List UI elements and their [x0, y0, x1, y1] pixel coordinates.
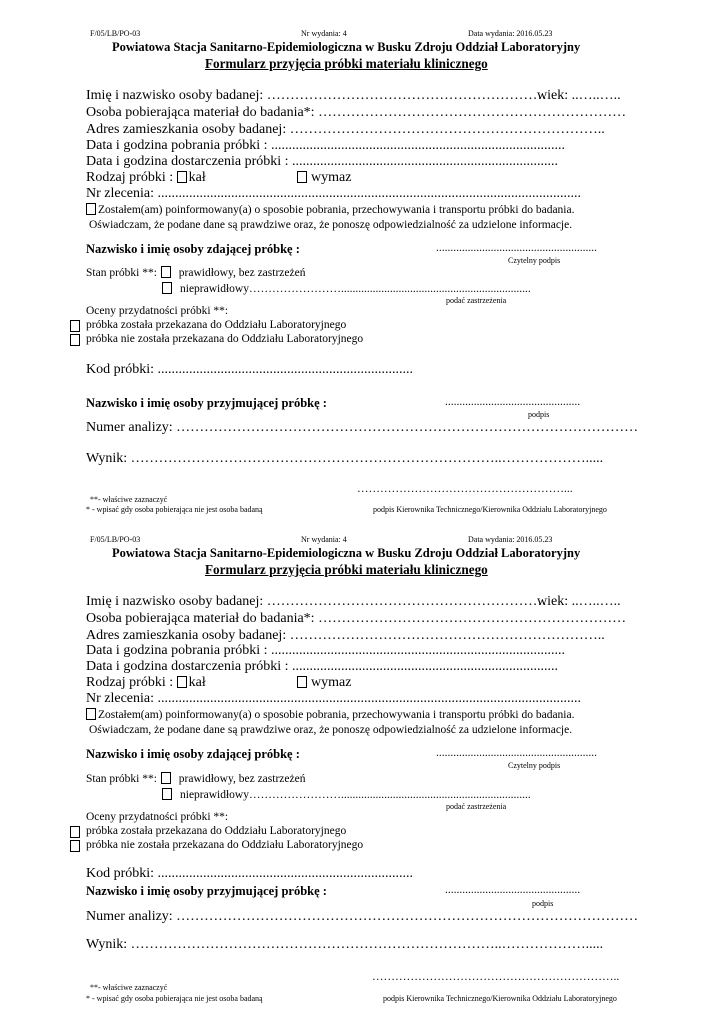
kal-label: kał — [188, 170, 206, 185]
condition-correct-checkbox[interactable] — [161, 266, 171, 278]
receiver-label: Nazwisko i imię osoby przyjmującej próbkę : — [86, 884, 327, 898]
condition-row — [86, 266, 305, 279]
suitability-not-delivered-label: próbka nie została przekazana do Oddziału Laboratoryjnego — [86, 333, 364, 345]
footnote-1: **- właściwe zaznaczyć — [90, 983, 168, 992]
consent-line-2: Oświadczam, że podane dane są prawdziwe oraz, że ponoszę odpowiedzialność za udzielone informacje. — [89, 219, 573, 231]
patient-name-field[interactable]: Imię i nazwisko osoby badanej: …………………………………………………… — [86, 88, 547, 103]
footnote-2: * - wpisać gdy osoba pobierająca nie jest osoba badaną — [86, 505, 263, 514]
condition-row — [86, 772, 305, 785]
consent-line-1: Zostałem(am) poinformowany(a) o sposobie pobrania, przechowywania i transportu próbki do badania. — [86, 708, 574, 721]
institution-name: Powiatowa Stacja Sanitarno-Epidemiologiczna w Busku Zdroju Oddział Laboratoryjny — [112, 546, 581, 560]
form-title: Formularz przyjęcia próbki materiału klinicznego — [205, 562, 488, 577]
submitter-caption: Czytelny podpis — [508, 761, 561, 770]
kal-checkbox[interactable] — [177, 676, 187, 688]
delivery-date-field[interactable]: Data i godzina dostarczenia próbki : ............................................................................ — [86, 154, 559, 169]
wymaz-checkbox[interactable] — [297, 171, 307, 183]
condition-incorrect-label: nieprawidłowy…………………….................................................................. — [180, 789, 531, 801]
wymaz-label: wymaz — [311, 170, 352, 185]
consent-checkbox[interactable] — [86, 203, 96, 215]
issue-date: Data wydania: 2016.05.23 — [468, 535, 553, 544]
submitter-label: Nazwisko i imię osoby zdającej próbkę : — [86, 747, 300, 761]
sample-code-field[interactable]: Kod próbki: ......................................................................... — [86, 866, 414, 881]
submitter-signature-line[interactable]: ........................................................ — [436, 747, 597, 759]
result-field[interactable]: Wynik: ……………………………………………………………………..………………..... — [86, 937, 604, 952]
issue-date: Data wydania: 2016.05.23 — [468, 29, 553, 38]
suitability-delivered-label: próbka została przekazana do Oddziału Laboratoryjnego — [86, 319, 347, 331]
result-field[interactable]: Wynik: ……………………………………………………………………..………………..... — [86, 451, 604, 466]
analysis-number-field[interactable]: Numer analizy: ……………………………………………………………………………………… — [86, 420, 639, 435]
consent-line-1: Zostałem(am) poinformowany(a) o sposobie pobrania, przechowywania i transportu próbki do badania. — [86, 203, 574, 216]
receiver-signature-line[interactable]: ............................................... — [445, 884, 581, 896]
consent-line-2: Oświadczam, że podane dane są prawdziwe oraz, że ponoszę odpowiedzialność za udzielone informacje. — [89, 724, 573, 736]
submitter-label: Nazwisko i imię osoby zdającej próbkę : — [86, 242, 300, 256]
receiver-label: Nazwisko i imię osoby przyjmującej próbkę : — [86, 396, 327, 410]
wymaz-checkbox[interactable] — [297, 676, 307, 688]
sample-type-label: Rodzaj próbki : — [86, 675, 174, 690]
receiver-caption: podpis — [528, 410, 550, 419]
order-number-field[interactable]: Nr zlecenia: ......................................................................................................................... — [86, 186, 582, 201]
condition-caption: podać zastrzeżenia — [446, 802, 507, 811]
collector-field[interactable]: Osoba pobierająca materiał do badania*: ………………………………………………………… — [86, 611, 627, 626]
manager-signature-line[interactable]: ……………………………………………………….. — [372, 971, 620, 983]
edition-number: Nr wydania: 4 — [301, 535, 347, 544]
analysis-number-field[interactable]: Numer analizy: ……………………………………………………………………………………… — [86, 909, 639, 924]
order-number-field[interactable]: Nr zlecenia: ......................................................................................................................... — [86, 691, 582, 706]
sample-type-row — [86, 170, 206, 186]
sample-type-row — [86, 675, 206, 691]
condition-incorrect-checkbox[interactable] — [162, 788, 172, 800]
suitability-not-delivered-checkbox[interactable] — [70, 840, 80, 852]
condition-incorrect-row — [162, 788, 531, 801]
condition-incorrect-row — [162, 282, 531, 295]
condition-label: Stan próbki **: — [86, 773, 157, 785]
suitability-label: Oceny przydatności próbki **: — [86, 305, 229, 317]
manager-signature-caption: podpis Kierownika Technicznego/Kierownika Oddziału Laboratoryjnego — [373, 505, 607, 514]
footnote-2: * - wpisać gdy osoba pobierająca nie jest osoba badaną — [86, 994, 263, 1003]
institution-name: Powiatowa Stacja Sanitarno-Epidemiologiczna w Busku Zdroju Oddział Laboratoryjny — [112, 40, 581, 54]
collection-date-field[interactable]: Data i godzina pobrania próbki : .................................................................................... — [86, 138, 566, 153]
address-field[interactable]: Adres zamieszkania osoby badanej: ………………………………………………………….. — [86, 122, 605, 137]
wymaz-option — [297, 170, 351, 186]
delivery-date-field[interactable]: Data i godzina dostarczenia próbki : ............................................................................ — [86, 659, 559, 674]
edition-number: Nr wydania: 4 — [301, 29, 347, 38]
collector-field[interactable]: Osoba pobierająca materiał do badania*: ………………………………………………………… — [86, 105, 627, 120]
suitability-label: Oceny przydatności próbki **: — [86, 811, 229, 823]
age-field[interactable]: wiek: ..…..….. — [537, 594, 621, 609]
form-code: F/05/LB/PO-03 — [90, 535, 141, 544]
address-field[interactable]: Adres zamieszkania osoby badanej: ………………………………………………………….. — [86, 628, 605, 643]
receiver-signature-line[interactable]: ............................................... — [445, 396, 581, 408]
submitter-caption: Czytelny podpis — [508, 256, 561, 265]
condition-incorrect-checkbox[interactable] — [162, 282, 172, 294]
kal-checkbox[interactable] — [177, 171, 187, 183]
suitability-delivered-label: próbka została przekazana do Oddziału Laboratoryjnego — [86, 825, 347, 837]
patient-name-field[interactable]: Imię i nazwisko osoby badanej: …………………………………………………… — [86, 594, 547, 609]
submitter-signature-line[interactable]: ........................................................ — [436, 242, 597, 254]
wymaz-option — [297, 675, 351, 691]
form-code: F/05/LB/PO-03 — [90, 29, 141, 38]
suitability-delivered-checkbox[interactable] — [70, 320, 80, 332]
footnote-1: **- właściwe zaznaczyć — [90, 495, 168, 504]
condition-correct-checkbox[interactable] — [161, 772, 171, 784]
suitability-not-delivered-label: próbka nie została przekazana do Oddziału Laboratoryjnego — [86, 839, 364, 851]
age-field[interactable]: wiek: ..…..….. — [537, 88, 621, 103]
condition-caption: podać zastrzeżenia — [446, 296, 507, 305]
kal-label: kał — [188, 675, 206, 690]
suitability-not-delivered-checkbox[interactable] — [70, 334, 80, 346]
manager-signature-caption: podpis Kierownika Technicznego/Kierownika Oddziału Laboratoryjnego — [383, 994, 617, 1003]
form-title: Formularz przyjęcia próbki materiału klinicznego — [205, 56, 488, 71]
suitability-delivered-checkbox[interactable] — [70, 826, 80, 838]
condition-label: Stan próbki **: — [86, 267, 157, 279]
collection-date-field[interactable]: Data i godzina pobrania próbki : .................................................................................... — [86, 643, 566, 658]
consent-checkbox[interactable] — [86, 708, 96, 720]
wymaz-label: wymaz — [311, 675, 352, 690]
sample-code-field[interactable]: Kod próbki: ......................................................................... — [86, 362, 414, 377]
sample-type-label: Rodzaj próbki : — [86, 170, 174, 185]
receiver-caption: podpis — [532, 899, 554, 908]
condition-incorrect-label: nieprawidłowy…………………….................................................................. — [180, 283, 531, 295]
manager-signature-line[interactable]: ………………………………………………... — [357, 483, 573, 495]
condition-correct-label: prawidłowy, bez zastrzeżeń — [178, 267, 306, 279]
condition-correct-label: prawidłowy, bez zastrzeżeń — [178, 773, 306, 785]
